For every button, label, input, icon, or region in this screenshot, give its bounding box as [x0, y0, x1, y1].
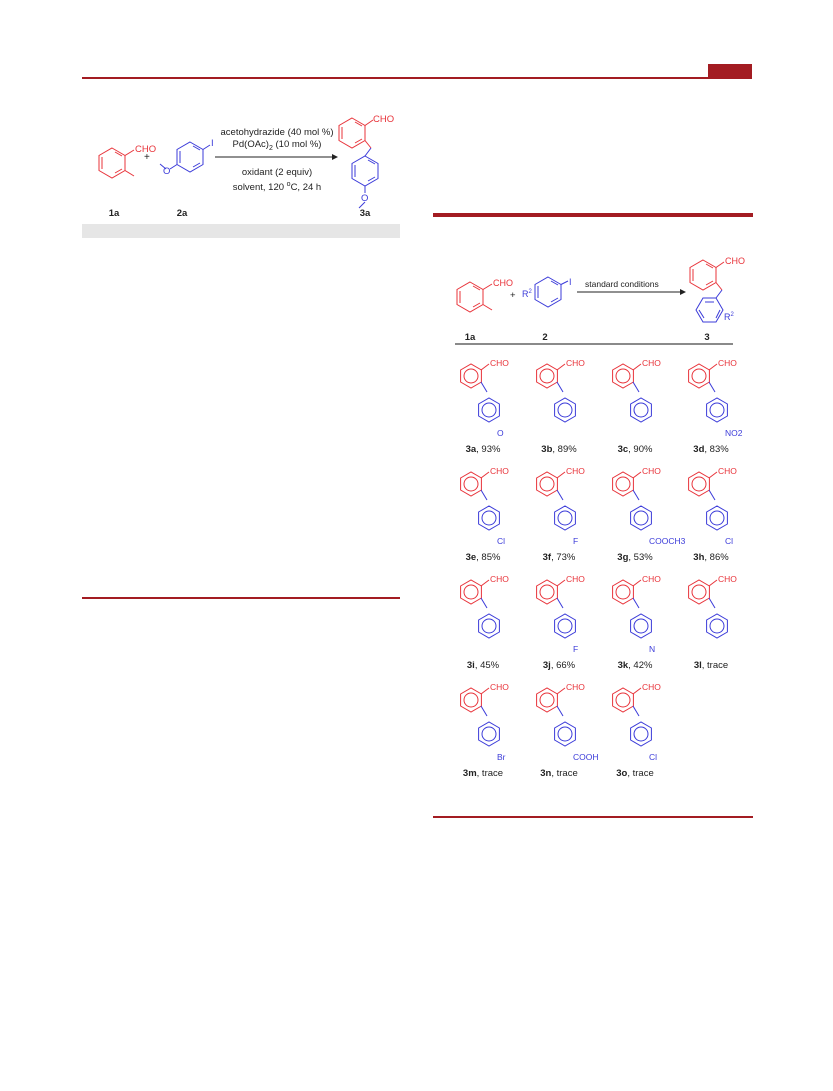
aldehyde-bond [481, 580, 489, 586]
aldehyde-bond [633, 580, 641, 586]
methylene-bond [633, 490, 639, 500]
compound-id: 3m [462, 768, 477, 779]
yield: , trace [627, 768, 654, 779]
product-structure [597, 460, 686, 552]
r2-label: $R^2$ [522, 289, 532, 299]
condition-palladium: $Pd(OAc)_2$ (10 mol %) [232, 139, 322, 152]
product-3i [445, 568, 521, 676]
yield: , trace [476, 768, 504, 779]
product-structure [521, 568, 597, 660]
benzaldehyde-ring [461, 580, 482, 604]
aldehyde-bond [557, 472, 565, 478]
compound-id: 3e [465, 552, 477, 563]
scheme-2-top-rule [433, 213, 753, 217]
table-header-row [82, 224, 400, 238]
arrow-label: standard conditions [585, 279, 659, 289]
product-caption [597, 768, 673, 779]
yield: , 90% [628, 444, 653, 455]
aldehyde-bond [709, 580, 717, 586]
aldehyde-bond [557, 688, 565, 694]
cho-label: CHO [642, 466, 661, 476]
benzaldehyde-ring [689, 580, 710, 604]
arrow-head [332, 154, 338, 160]
aldehyde-bond [709, 472, 717, 478]
product-3n [521, 676, 597, 784]
product-3a [445, 352, 521, 460]
aryl-ring [631, 398, 652, 422]
compound-id: 3a [465, 444, 477, 455]
benzaldehyde-ring [537, 364, 558, 388]
product-structure [673, 568, 749, 660]
benzaldehyde-ring [613, 472, 634, 496]
scheme-2-header [440, 252, 750, 348]
cho-label: CHO [718, 358, 737, 368]
cho-label: CHO [490, 682, 509, 692]
yield: , 42% [628, 660, 653, 671]
substituent-label: F [573, 536, 579, 546]
aryl-ring [555, 398, 576, 422]
label-1a: 1a [108, 208, 120, 219]
compound-id: 3f [542, 552, 552, 563]
aldehyde-bond [633, 688, 641, 694]
product-3o [597, 676, 673, 784]
compound-id: 3c [617, 444, 629, 455]
cho-label: CHO [490, 574, 509, 584]
compound-id: 3h [693, 552, 705, 563]
cho-label: CHO [566, 574, 585, 584]
label-3a: 3a [359, 208, 371, 219]
cho-label: CHO [718, 574, 737, 584]
product-caption [521, 768, 597, 779]
compound-id: 3k [617, 660, 629, 671]
conditions-below [215, 167, 339, 194]
methylene-bond [709, 598, 715, 608]
product-structure [597, 352, 673, 444]
label-3: 3 [704, 332, 710, 343]
aryl-ring [631, 506, 652, 530]
product-3h [673, 460, 749, 568]
compound-id: 3d [693, 444, 705, 455]
product-caption [673, 444, 749, 455]
yield: , 53% [628, 552, 653, 563]
benzaldehyde-ring [461, 472, 482, 496]
r2-label: $R^2$ [724, 312, 734, 322]
yield: , 45% [474, 660, 500, 671]
methylene-bond [481, 382, 487, 392]
compound-id: 3g [617, 552, 629, 563]
product-3c [597, 352, 673, 460]
yield: , 66% [550, 660, 576, 671]
yield: , 86% [704, 552, 729, 563]
conditions-above [215, 127, 339, 155]
oxygen-label: O [361, 193, 369, 204]
yield: , 73% [551, 552, 576, 563]
compound-id: 3j [542, 660, 551, 671]
methylene-bond [709, 382, 715, 392]
aryl-ring [479, 506, 500, 530]
product-caption [673, 660, 749, 671]
molecule-3-bottom [696, 290, 723, 322]
product-structure [521, 352, 597, 444]
compound-id: 3o [616, 768, 628, 779]
product-structure [445, 676, 521, 768]
header-rule [82, 77, 752, 79]
aryl-ring [707, 614, 728, 638]
oxygen-label: O [163, 166, 171, 177]
aldehyde-bond [709, 364, 717, 370]
methylene-bond [481, 598, 487, 608]
molecule-3a-top [339, 118, 373, 148]
product-3l [673, 568, 749, 676]
product-structure [673, 460, 749, 552]
product-structure [673, 352, 749, 444]
cho-label: CHO [490, 466, 509, 476]
arrow-head [680, 289, 686, 295]
aryl-ring [479, 398, 500, 422]
aldehyde-bond [481, 364, 489, 370]
benzaldehyde-ring [613, 580, 634, 604]
yield: , 85% [476, 552, 501, 563]
product-structure [445, 568, 521, 660]
compound-id: 3b [541, 444, 553, 455]
product-3m [445, 676, 521, 784]
cho-label: CHO [566, 466, 585, 476]
substituent-label: Br [497, 752, 506, 762]
product-3b [521, 352, 597, 460]
table-bottom-rule [82, 597, 400, 599]
cho-label: CHO [718, 466, 737, 476]
iodine-label: I [211, 138, 214, 149]
substituent-label: O [497, 428, 504, 438]
substituent-label: F [573, 644, 579, 654]
product-caption [445, 444, 521, 455]
product-caption [597, 552, 673, 563]
methylene-bond [557, 382, 563, 392]
condition-catalyst: acetohydrazide (40 mol %) [220, 127, 334, 138]
cho-label: CHO [725, 256, 745, 266]
product-structure [521, 676, 597, 768]
aryl-ring [479, 722, 500, 746]
header-tab [708, 64, 752, 77]
condition-oxidant: oxidant (2 equiv) [241, 167, 313, 178]
cho-label: CHO [566, 682, 585, 692]
molecule-3-top [690, 260, 724, 290]
scheme-1 [82, 100, 402, 230]
benzaldehyde-ring [613, 364, 634, 388]
cho-label: CHO [373, 114, 395, 125]
benzaldehyde-ring [537, 688, 558, 712]
cho-label: CHO [490, 358, 509, 368]
product-structure [445, 460, 521, 552]
aldehyde-bond [481, 688, 489, 694]
product-caption [445, 768, 521, 779]
benzaldehyde-ring [613, 688, 634, 712]
molecule-2 [535, 277, 568, 307]
methylene-bond [557, 490, 563, 500]
product-caption [597, 444, 673, 455]
cho-label: CHO [642, 574, 661, 584]
aryl-ring [631, 722, 652, 746]
aldehyde-bond [557, 580, 565, 586]
plus-sign: + [144, 152, 150, 163]
product-3j [521, 568, 597, 676]
compound-id: 3i [466, 660, 475, 671]
product-structure [597, 676, 673, 768]
cho-label: CHO [642, 682, 661, 692]
label-2a: 2a [176, 208, 188, 219]
product-structure [445, 352, 521, 444]
methylene-bond [709, 490, 715, 500]
product-caption [445, 552, 521, 563]
substituent-label: NO2 [725, 428, 743, 438]
aldehyde-bond [633, 364, 641, 370]
cho-label: CHO [642, 358, 661, 368]
aldehyde-bond [481, 472, 489, 478]
compound-id: 3l [693, 660, 702, 671]
product-caption [521, 660, 597, 671]
benzaldehyde-ring [689, 364, 710, 388]
molecule-1a [457, 282, 492, 312]
product-grid [445, 352, 750, 779]
aryl-ring [707, 398, 728, 422]
aryl-ring [631, 614, 652, 638]
product-3f [521, 460, 597, 568]
substituent-label: COOH [573, 752, 599, 762]
compound-id: 3n [540, 768, 552, 779]
scheme-2-bottom-rule [433, 816, 753, 818]
methylene-bond [557, 598, 563, 608]
product-3k [597, 568, 673, 676]
product-caption [521, 444, 597, 455]
methylene-bond [633, 382, 639, 392]
yield: , 89% [552, 444, 577, 455]
scheme-2-divider [455, 343, 733, 345]
product-structure [521, 460, 597, 552]
aryl-ring [555, 614, 576, 638]
cho-label: CHO [135, 144, 157, 155]
aryl-ring [479, 614, 500, 638]
yield: , trace [701, 660, 729, 671]
aldehyde-bond [557, 364, 565, 370]
cho-label: CHO [493, 278, 513, 288]
molecule-1a [99, 148, 134, 178]
aryl-ring [707, 506, 728, 530]
yield: , trace [551, 768, 578, 779]
product-caption [673, 552, 749, 563]
substituent-label: Cl [725, 536, 734, 546]
plus-sign: + [510, 290, 516, 301]
aryl-ring [555, 506, 576, 530]
iodine-label: I [569, 277, 572, 287]
benzaldehyde-ring [461, 688, 482, 712]
benzaldehyde-ring [537, 580, 558, 604]
aryl-ring [555, 722, 576, 746]
product-3g [597, 460, 686, 568]
product-structure [597, 568, 673, 660]
label-2: 2 [542, 332, 548, 343]
cho-label: CHO [566, 358, 585, 368]
substituent-label: COOCH3 [649, 536, 686, 546]
product-caption [597, 660, 673, 671]
product-caption [445, 660, 521, 671]
methylene-bond [633, 598, 639, 608]
methylene-bond [633, 706, 639, 716]
substituent-label: Cl [649, 752, 658, 762]
product-3d [673, 352, 749, 460]
aldehyde-bond [633, 472, 641, 478]
label-1a: 1a [464, 332, 476, 343]
benzaldehyde-ring [537, 472, 558, 496]
substituent-label: Cl [497, 536, 506, 546]
methylene-bond [481, 490, 487, 500]
condition-solvent: solvent, 120 $^o$C, 24 h [232, 181, 322, 194]
substituent-label: N [649, 644, 656, 654]
yield: , 83% [704, 444, 729, 455]
benzaldehyde-ring [461, 364, 482, 388]
methylene-bond [481, 706, 487, 716]
yield: , 93% [476, 444, 501, 455]
benzaldehyde-ring [689, 472, 710, 496]
product-3e [445, 460, 521, 568]
methylene-bond [557, 706, 563, 716]
product-caption [521, 552, 597, 563]
